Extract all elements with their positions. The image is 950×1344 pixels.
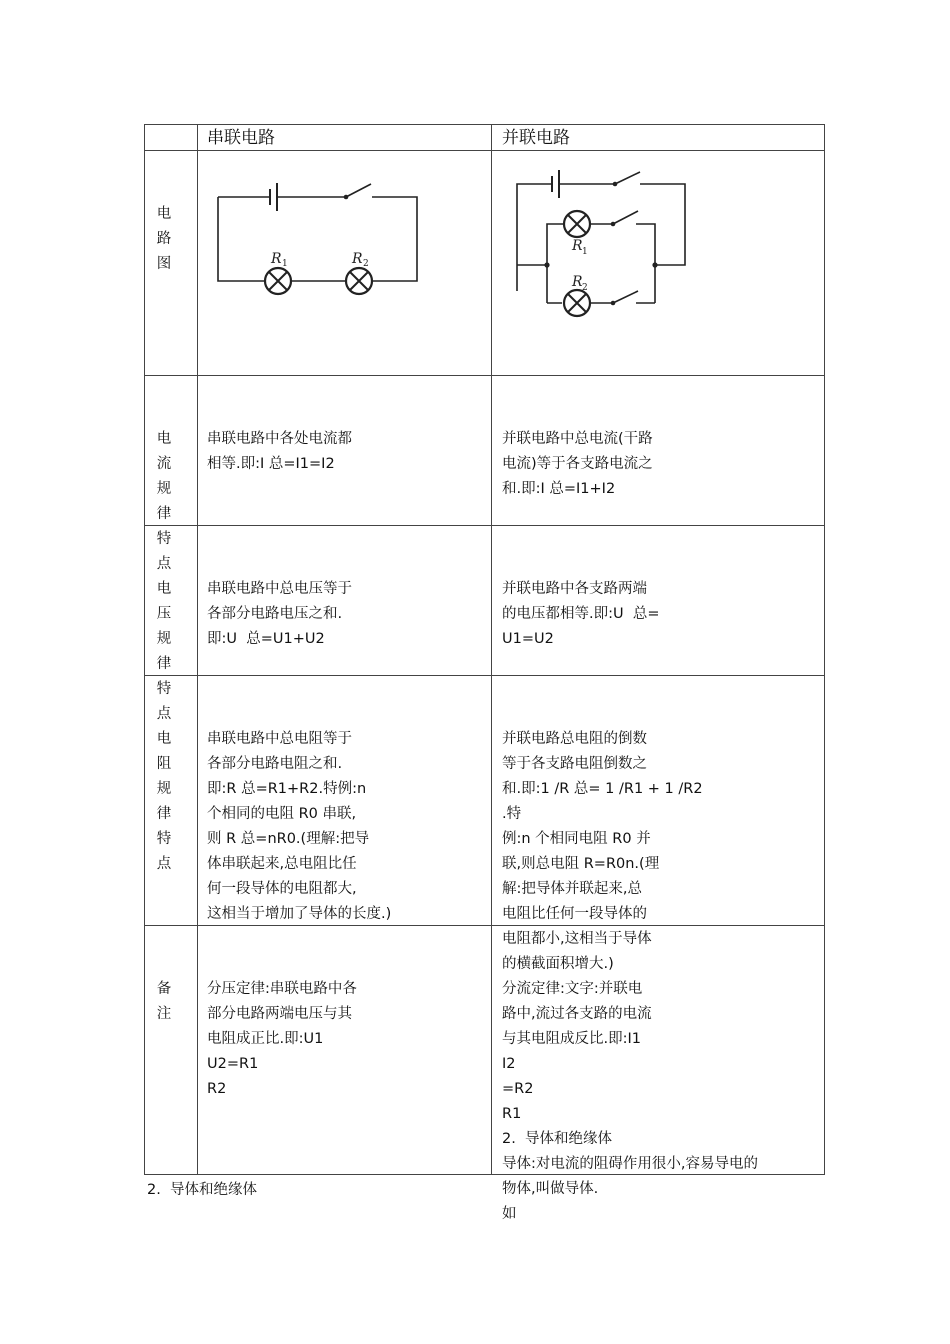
row-label-circuit: 电 路 图 — [156, 206, 172, 272]
parallel-voltage-text: 并联电路中各支路两端 的电压都相等.即:U 总= U1=U2 — [502, 581, 660, 647]
lamp-r1-icon — [265, 268, 291, 294]
series-voltage-text: 串联电路中总电压等于 各部分电路电压之和. 即:U 总=U1+U2 — [207, 581, 352, 647]
comparison-table — [144, 124, 825, 1222]
series-resistance-text: 串联电路中总电阻等于 各部分电路电阻之和. 即:R 总=R1+R2.特例:n 个相同的电阻 R0 串联, 则 R 总=nR0.(理解:把导 体串联起来,总电阻比任 何一段导体的电阻都大, 这相当于增加了导体的长度.) — [207, 731, 392, 922]
section-heading: 2. 导体和绝缘体 — [147, 1182, 258, 1198]
lamp-r2-icon — [346, 268, 372, 294]
series-remarks-text: 分压定律:串联电路中各 部分电路两端电压与其 电阻成正比.即:U1 U2=R1 R2 — [207, 981, 357, 1097]
r1-label: R — [271, 251, 282, 267]
svg-text:2: 2 — [582, 283, 588, 293]
svg-text:2: 2 — [363, 259, 369, 269]
svg-text:1: 1 — [582, 247, 588, 257]
row-label-voltage: 电 压 规 律 特 点 — [156, 581, 172, 722]
lamp-r1-icon — [564, 211, 590, 237]
row-label-remarks: 备 注 — [156, 981, 172, 1022]
header-parallel: 并联电路 — [502, 128, 570, 148]
parallel-current-text: 并联电路中总电流(干路 电流)等于各支路电流之 和.即:I 总=I1+I2 — [502, 431, 653, 497]
r2-label: R — [572, 274, 583, 290]
parallel-remarks-text: 分流定律:文字:并联电 路中,流过各支路的电流 与其电阻成反比.即:I1 I2 =R2 R1 2. 导体和绝缘体 导体:对电流的阻碍作用很小,容易导电的 物体,叫做导体. 如 — [502, 981, 758, 1222]
r2-label: R — [352, 251, 363, 267]
header-series: 串联电路 — [207, 128, 275, 148]
svg-text:1: 1 — [282, 259, 288, 269]
lamp-r2-icon — [564, 290, 590, 316]
parallel-circuit-diagram — [492, 151, 824, 375]
row-label-current: 电 流 规 律 特 点 — [156, 431, 172, 572]
r1-label: R — [572, 238, 583, 254]
series-circuit-diagram — [198, 151, 491, 375]
series-current-text: 串联电路中各处电流都 相等.即:I 总=I1=I2 — [207, 431, 352, 472]
parallel-resistance-text: 并联电路总电阻的倒数 等于各支路电阻倒数之 和.即:1 /R 总= 1 /R1 + 1 /R2 .特 例:n 个相同电阻 R0 并 联,则总电阻 R=R0n.(理 解:把导体并联起来,总 电阻比任何一段导体的 电阻都小,这相当于导体 的横截面积增大.) — [502, 731, 703, 972]
row-label-resistance: 电 阻 规 律 特 点 — [156, 731, 172, 872]
